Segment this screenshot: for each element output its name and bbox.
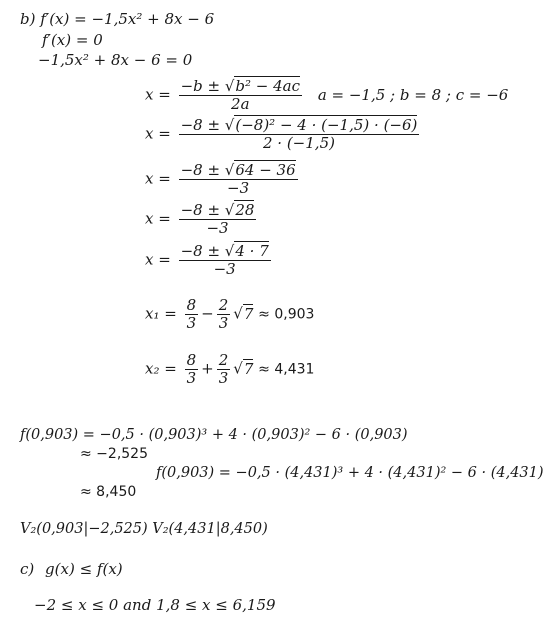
radicand: 7 bbox=[243, 304, 254, 323]
denominator: 3 bbox=[218, 314, 229, 332]
numerator-prefix: −b ± bbox=[180, 77, 225, 95]
quadratic-formula-step bbox=[145, 78, 508, 113]
part-c-label: c) bbox=[20, 560, 35, 578]
denominator: 2 · (−1,5) bbox=[262, 134, 335, 152]
part-b-line-2: f′(x) = 0 bbox=[42, 31, 103, 49]
numerator: 8 bbox=[186, 351, 197, 369]
substitution-step bbox=[145, 117, 422, 152]
lhs-x: x = bbox=[145, 169, 171, 188]
lhs-x: x = bbox=[145, 209, 171, 228]
coefficients: a = −1,5 ; b = 8 ; c = −6 bbox=[317, 85, 509, 104]
numerator: 2 bbox=[218, 296, 229, 314]
eval-1-expression: f(0,903) = −0,5 · (0,903)³ + 4 · (0,903)² − 6 · (0,903) bbox=[20, 427, 408, 443]
fraction: $\frac{\text{−8 ± √(−8)² − 4 · (−1,5) · (−6)}}{2 \cdot (-1,5)}$ bbox=[180, 116, 418, 152]
denominator: −3 bbox=[213, 260, 236, 278]
radicand: 28 bbox=[235, 201, 255, 219]
x1-label: x₁ = bbox=[145, 304, 177, 323]
eval-1-result: ≈ −2,525 bbox=[80, 446, 148, 462]
simplify-step-3 bbox=[145, 243, 274, 278]
x2-label: x₂ = bbox=[145, 359, 177, 378]
solution-x2: x₂ = $\frac{8}{3}$ + $\frac{2}{3}$ √7 ≈ 4,431 bbox=[145, 351, 315, 387]
denominator: 3 bbox=[186, 314, 197, 332]
numerator-prefix: −8 ± bbox=[180, 161, 225, 179]
simplify-step-2 bbox=[145, 202, 259, 237]
fraction: $\frac{-8 \pm √64 - 36}{-3}$ bbox=[180, 161, 296, 197]
part-c-line bbox=[20, 560, 123, 578]
eval-2-result: ≈ 8,450 bbox=[80, 484, 137, 500]
fraction-b bbox=[217, 352, 231, 387]
numerator: 8 bbox=[186, 296, 197, 314]
lhs-x: x = bbox=[145, 85, 171, 104]
inequality: g(x) ≤ f(x) bbox=[45, 560, 123, 578]
denominator: −3 bbox=[206, 219, 229, 237]
radicand: 4 · 7 bbox=[235, 242, 269, 260]
x1-approx: ≈ 0,903 bbox=[258, 306, 315, 323]
denominator: 3 bbox=[218, 369, 229, 387]
radicand: b² − 4ac bbox=[235, 77, 301, 95]
numerator-prefix: −8 ± bbox=[180, 116, 225, 134]
extreme-points: V₂(0,903|−2,525) V₂(4,431|8,450) bbox=[20, 521, 268, 537]
denominator: 2a bbox=[231, 95, 250, 113]
part-b-line-3: −1,5x² + 8x − 6 = 0 bbox=[38, 51, 193, 69]
derivative-expression: f′(x) = −1,5x² + 8x − 6 bbox=[40, 10, 215, 28]
denominator: −3 bbox=[227, 179, 250, 197]
fraction: $\frac{-8 \pm √28}{-3}$ bbox=[180, 201, 255, 237]
solution-x1: x₁ = $\frac{8}{3}$ − $\frac{2}{3}$ √7 ≈ 0,903 bbox=[145, 296, 315, 332]
operator: + bbox=[201, 359, 214, 378]
numerator: 2 bbox=[218, 351, 229, 369]
fraction-a bbox=[185, 297, 199, 332]
fraction-a bbox=[185, 352, 199, 387]
fraction: $\frac{-8 \pm √4 \cdot 7}{-3}$ bbox=[180, 242, 269, 278]
simplify-step-1 bbox=[145, 162, 301, 197]
part-b-line-1 bbox=[20, 10, 214, 28]
x2-approx: ≈ 4,431 bbox=[258, 361, 315, 378]
fraction-b bbox=[217, 297, 231, 332]
lhs-x: x = bbox=[145, 124, 171, 143]
denominator: 3 bbox=[186, 369, 197, 387]
part-b-label: b) bbox=[20, 10, 36, 28]
interval-solution: −2 ≤ x ≤ 0 and 1,8 ≤ x ≤ 6,159 bbox=[34, 596, 276, 614]
numerator-prefix: −8 ± bbox=[180, 242, 225, 260]
radicand: (−8)² − 4 · (−1,5) · (−6) bbox=[235, 116, 418, 134]
radicand: 64 − 36 bbox=[235, 161, 296, 179]
operator: − bbox=[201, 304, 214, 323]
radicand: 7 bbox=[243, 359, 254, 378]
fraction: $\frac{\text{−b ± √b² − 4ac}}{2a}$ bbox=[180, 77, 301, 113]
lhs-x: x = bbox=[145, 250, 171, 269]
eval-2-expression: f(0,903) = −0,5 · (4,431)³ + 4 · (4,431)² − 6 · (4,431) bbox=[156, 465, 544, 481]
numerator-prefix: −8 ± bbox=[180, 201, 225, 219]
